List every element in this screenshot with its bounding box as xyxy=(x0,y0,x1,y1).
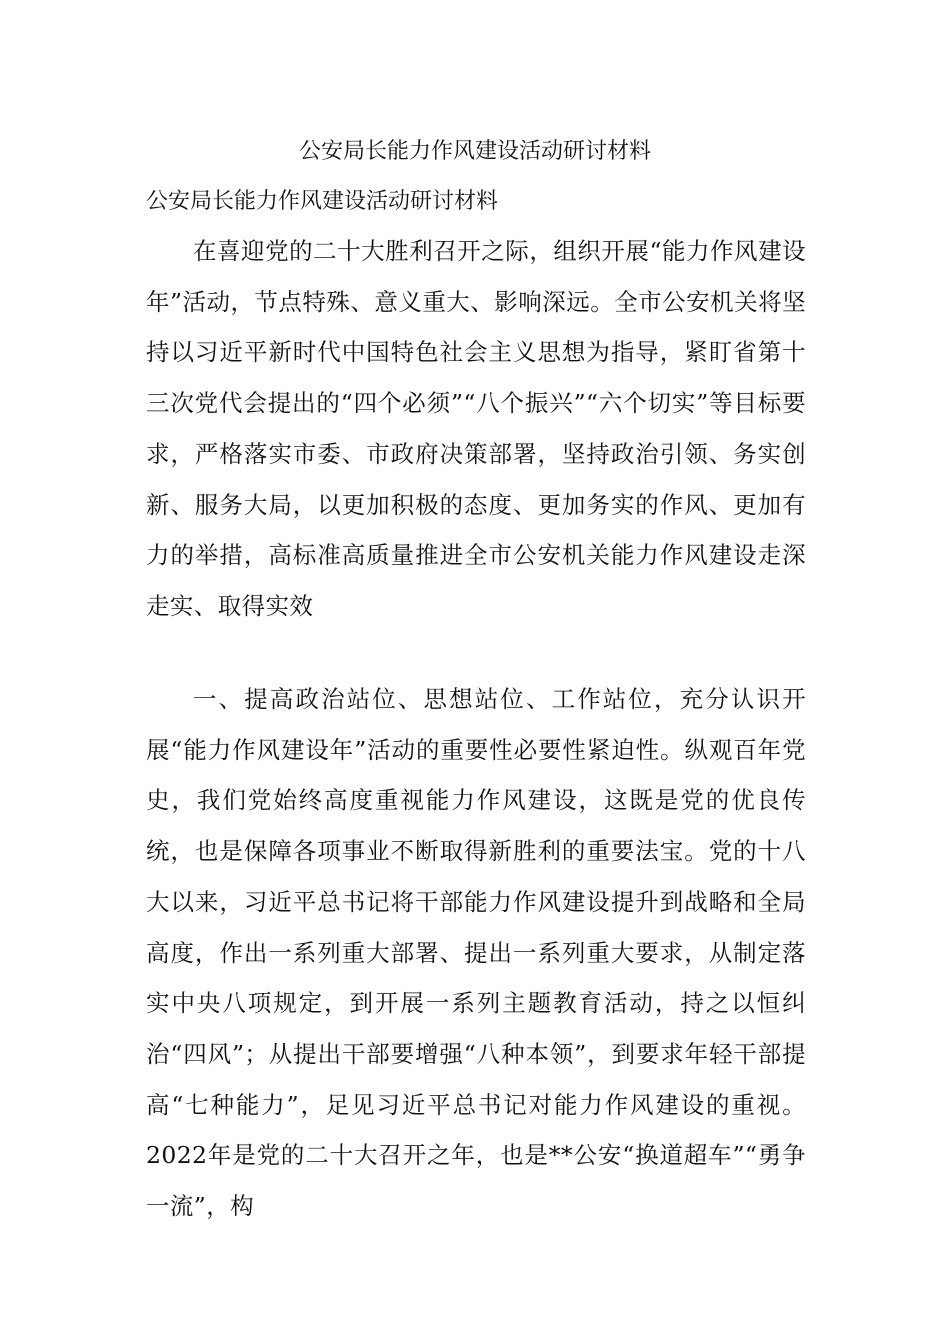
document-subtitle: 公安局长能力作风建设活动研讨材料 xyxy=(146,189,499,214)
document-title: 公安局长能力作风建设活动研讨材料 xyxy=(298,139,651,164)
paragraph-section-one: 一、提高政治站位、思想站位、工作站位，充分认识开展“能力作风建设年”活动的重要性必要性紧迫性。纵观百年党史，我们党始终高度重视能力作风建设，这既是党的优良传统，也是保障各项事业不断取得新胜利的重要法宝。党的十八大以来，习近平总书记将干部能力作风建设提升到战略和全局高度，作出一系列重大部署、提出一系列重大要求，从制定落实中央八项规定，到开展一系列主题教育活动，持之以恒纠治“四风”；从提出干部要增强“八种本领”，到要求年轻干部提高“七种能力”，足见习近平总书记对能力作风建设的重视。2022年是党的二十大召开之年，也是**公安“换道超车”“勇争一流”，构 xyxy=(146,685,806,1221)
paragraph-intro: 在喜迎党的二十大胜利召开之际，组织开展“能力作风建设年”活动，节点特殊、意义重大、影响深远。全市公安机关将坚持以习近平新时代中国特色社会主义思想为指导，紧盯省第十三次党代会提出的“四个必须”“八个振兴”“六个切实”等目标要求，严格落实市委、市政府决策部署，坚持政治引领、务实创新、服务大局，以更加积极的态度、更加务实的作风、更加有力的举措，高标准高质量推进全市公安机关能力作风建设走深走实、取得实效 xyxy=(146,237,806,620)
